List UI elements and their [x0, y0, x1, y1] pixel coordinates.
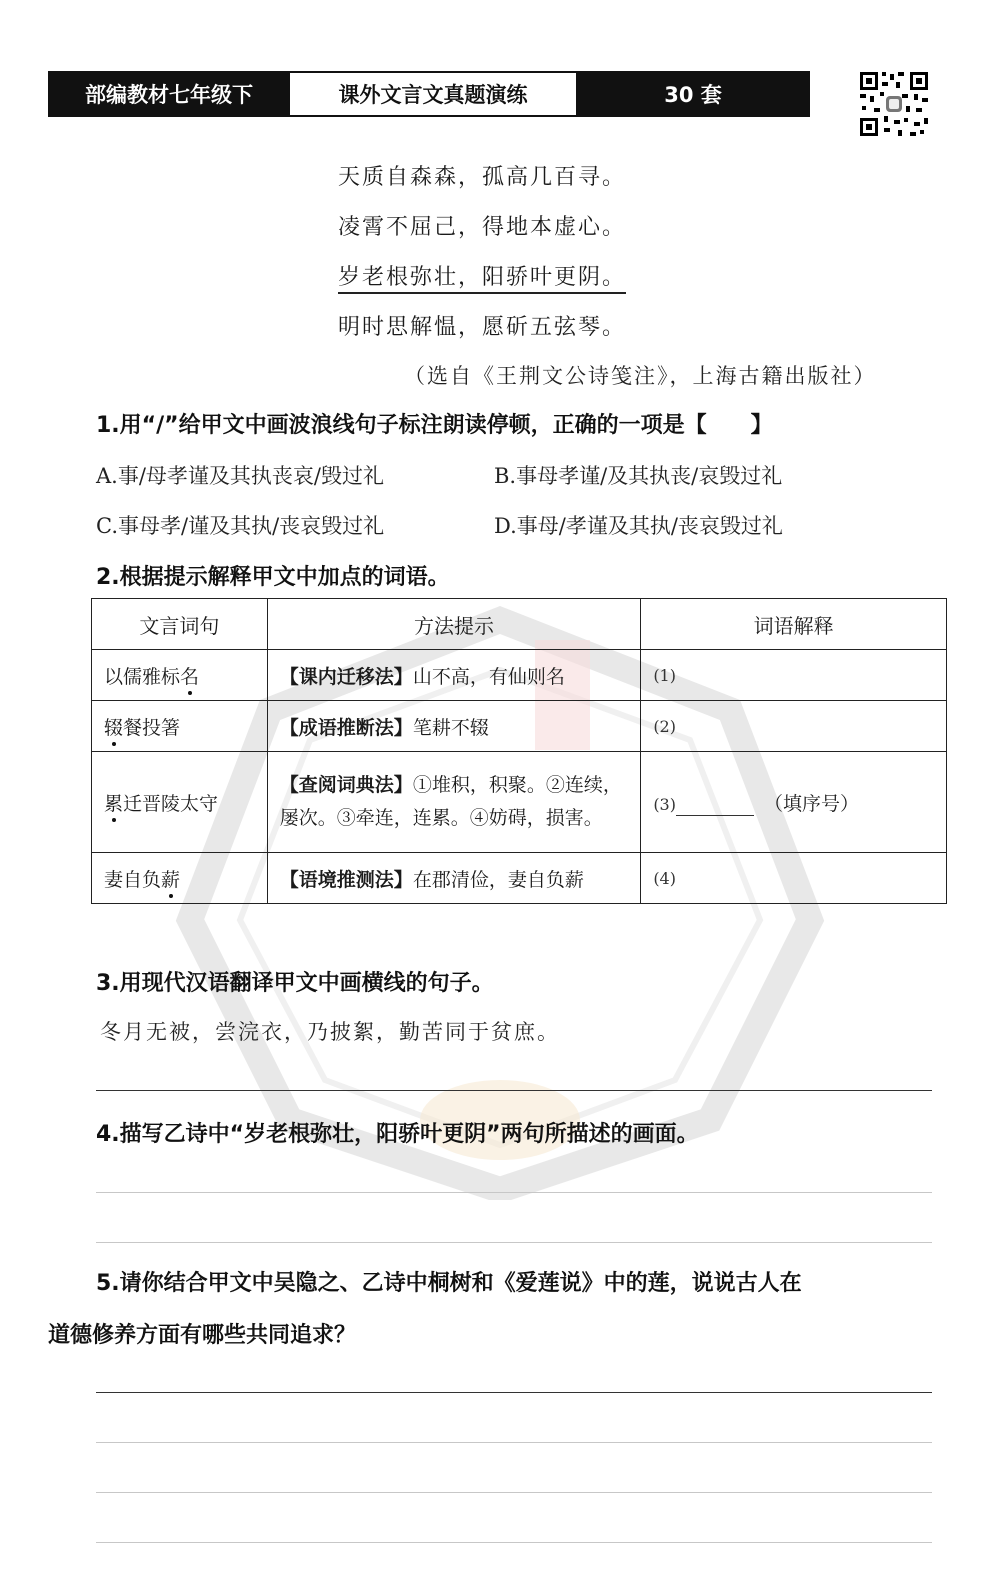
method-tag: 【课内迁移法】	[279, 665, 413, 688]
dotted-word: 累	[104, 792, 124, 815]
poem-line-3-text: 岁老根弥壮，阳骄叶更阴。	[338, 265, 626, 294]
col-header-phrase: 文言词句	[92, 599, 268, 650]
answer-cell[interactable]	[641, 853, 947, 904]
answer-line[interactable]	[96, 1392, 932, 1393]
q1-option-d: D.事母/孝谨及其执/丧哀毁过礼	[494, 514, 783, 538]
phrase-cell	[92, 650, 268, 701]
answer-line[interactable]	[96, 1192, 932, 1193]
table-row	[92, 701, 947, 752]
method-tag: 【查阅词典法】	[279, 774, 413, 796]
answer-line[interactable]	[96, 1542, 932, 1543]
q2-stem: 2.根据提示解释甲文中加点的词语。	[96, 565, 450, 590]
fill-hint: （填序号）	[763, 792, 859, 815]
dotted-word: 名	[180, 665, 200, 688]
poem-line-3-underlined	[338, 260, 626, 291]
phrase-cell	[92, 752, 268, 853]
answer-blank[interactable]	[676, 799, 754, 816]
poem-line-1: 天质自森森，孤高几百寻。	[338, 165, 627, 190]
method-cell	[267, 701, 641, 752]
method-hint: 笔耕不辍	[412, 716, 489, 739]
answer-number: (1)	[653, 666, 676, 685]
table-row	[92, 650, 947, 701]
answer-cell[interactable]	[641, 701, 947, 752]
answer-line[interactable]	[96, 1242, 932, 1243]
q1-option-a: A.事/母孝谨及其执丧哀/毁过礼	[96, 464, 384, 488]
method-cell	[267, 853, 641, 904]
poem-line-4: 明时思解愠，愿斫五弦琴。	[338, 315, 627, 340]
dotted-word: 辍	[104, 716, 124, 739]
q1-option-b: B.事母孝谨/及其执丧/哀毁过礼	[494, 464, 783, 488]
header-sets: 30 套	[578, 73, 808, 115]
table-header-row	[92, 599, 947, 650]
answer-line[interactable]	[96, 1492, 932, 1493]
header-grade: 部编教材七年级下	[50, 73, 288, 115]
method-cell	[267, 752, 641, 853]
answer-cell[interactable]	[641, 650, 947, 701]
answer-cell[interactable]	[641, 752, 947, 853]
phrase-text: 迁晋陵太守	[123, 792, 219, 815]
table-row	[92, 752, 947, 853]
q4-stem: 4.描写乙诗中“岁老根弥壮，阳骄叶更阴”两句所描述的画面。	[96, 1122, 699, 1147]
q3-stem: 3.用现代汉语翻译甲文中画横线的句子。	[96, 971, 494, 996]
answer-number: (4)	[653, 869, 676, 888]
answer-number: (2)	[653, 717, 676, 736]
q1-stem: 1.用“/”给甲文中画波浪线句子标注朗读停顿，正确的一项是【 】	[96, 413, 773, 438]
method-hint: ①堆积，积聚。②连续，屡次。③牵连，连累。④妨碍，损害。	[279, 774, 622, 829]
method-cell	[267, 650, 641, 701]
q5-stem-line-1: 5.请你结合甲文中吴隐之、乙诗中桐树和《爱莲说》中的莲，说说古人在	[96, 1271, 802, 1296]
phrase-cell	[92, 853, 268, 904]
phrase-text: 餐投箸	[123, 716, 181, 739]
col-header-answer: 词语解释	[641, 599, 947, 650]
col-header-method: 方法提示	[267, 599, 641, 650]
phrase-text: 以儒雅标	[104, 665, 181, 688]
header-title: 课外文言文真题演练	[288, 73, 578, 115]
method-hint: 在郡清俭，妻自负薪	[412, 868, 584, 891]
q3-sentence: 冬月无被，尝浣衣，乃披絮，勤苦同于贫庶。	[100, 1020, 560, 1044]
method-hint: 山不高，有仙则名	[412, 665, 565, 688]
q5-stem-line-2: 道德修养方面有哪些共同追求？	[48, 1323, 357, 1348]
method-tag: 【语境推测法】	[279, 868, 413, 891]
phrase-cell	[92, 701, 268, 752]
answer-line[interactable]	[96, 1090, 932, 1091]
poem-line-2: 凌霄不屈己，得地本虚心。	[338, 215, 627, 240]
qr-code-icon	[858, 70, 930, 138]
table-row	[92, 853, 947, 904]
answer-number: (3)	[653, 794, 676, 814]
answer-line[interactable]	[96, 1442, 932, 1443]
dotted-word: 薪	[161, 868, 181, 891]
phrase-text: 妻自负	[104, 868, 162, 891]
q1-option-c: C.事母孝/谨及其执/丧哀毁过礼	[96, 514, 385, 538]
header-bar	[48, 71, 810, 117]
q2-table	[91, 598, 947, 904]
method-tag: 【成语推断法】	[279, 716, 413, 739]
poem-source: （选自《王荆文公诗笺注》，上海古籍出版社）	[404, 364, 877, 388]
